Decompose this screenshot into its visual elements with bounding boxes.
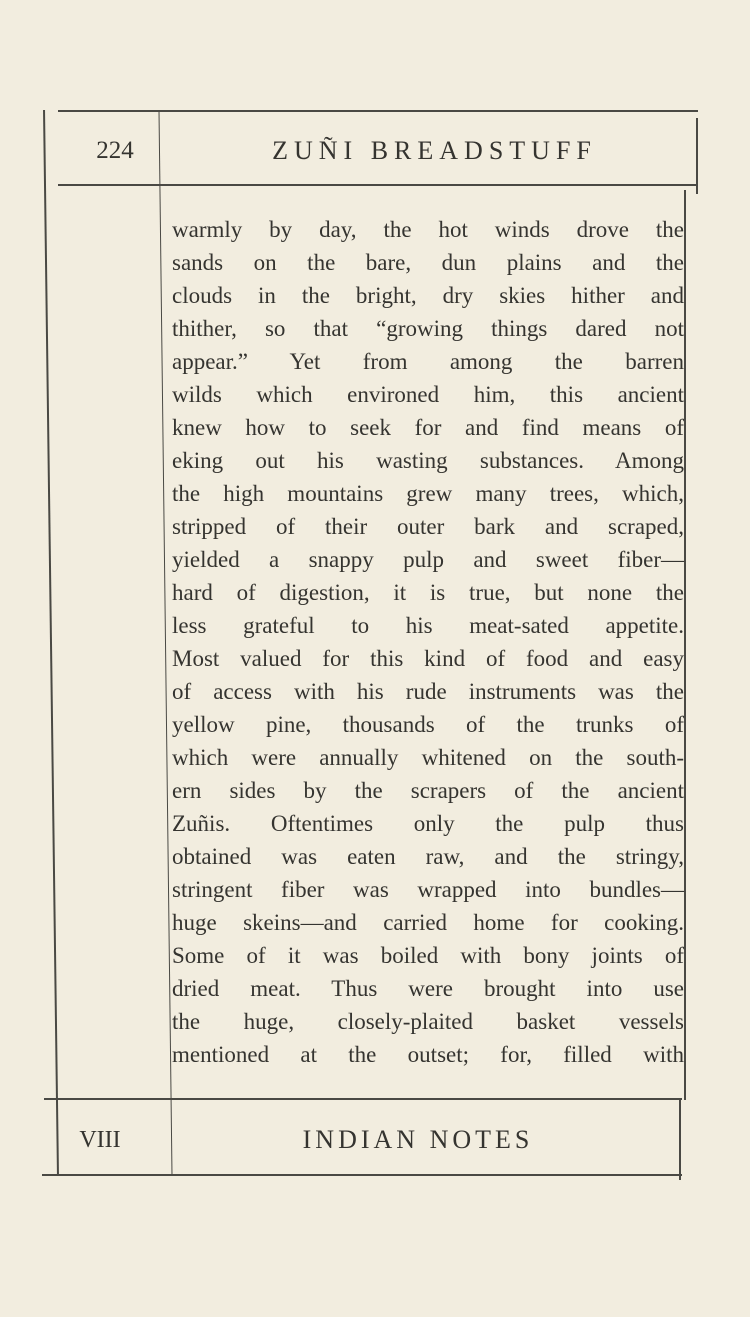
text-line: obtained was eaten raw, and the stringy,	[172, 844, 684, 869]
text-line: stringent fiber was wrapped into bundles—	[172, 877, 684, 902]
text-line: stripped of their outer bark and scraped,	[172, 514, 684, 539]
text-line: yielded a snappy pulp and sweet fiber—	[172, 547, 684, 572]
body-right-rule	[684, 190, 686, 1100]
text-line: yellow pine, thousands of the trunks of	[172, 712, 684, 737]
text-line: less grateful to his meat-sated appetite.	[172, 613, 684, 638]
text-line: ern sides by the scrapers of the ancient	[172, 778, 684, 803]
text-line: dried meat. Thus were brought into use	[172, 976, 684, 1001]
page-number: 224	[96, 137, 134, 164]
frame-left-rule	[43, 110, 59, 1176]
series-title: INDIAN NOTES	[302, 1125, 534, 1154]
signature-mark: VIII	[79, 1126, 121, 1153]
text-line: of access with his rude instruments was the	[172, 679, 684, 704]
text-line: Most valued for this kind of food and easy	[172, 646, 684, 671]
text-line: the high mountains grew many trees, which,	[172, 481, 684, 506]
text-line: thither, so that “growing things dared not	[172, 316, 684, 341]
text-line: eking out his wasting substances. Among	[172, 448, 684, 473]
body-text	[172, 213, 684, 1071]
text-line: the huge, closely-plaited basket vessels	[172, 1009, 684, 1034]
text-line: sands on the bare, dun plains and the	[172, 250, 684, 275]
text-line: knew how to seek for and find means of	[172, 415, 684, 440]
running-title: ZUÑI BREADSTUFF	[272, 136, 597, 165]
column-divider-rule	[158, 110, 172, 1176]
text-line: clouds in the bright, dry skies hither and	[172, 283, 684, 308]
text-line: hard of digestion, it is true, but none the	[172, 580, 684, 605]
text-line: mentioned at the outset; for, filled with	[172, 1042, 684, 1067]
text-line: Some of it was boiled with bony joints of	[172, 943, 684, 968]
text-line: wilds which environed him, this ancient	[172, 382, 684, 407]
text-line: which were annually whitened on the south-	[172, 745, 684, 770]
text-line: appear.” Yet from among the barren	[172, 349, 684, 374]
text-line: warmly by day, the hot winds drove the	[172, 217, 684, 242]
text-line: huge skeins—and carried home for cooking.	[172, 910, 684, 935]
text-line: Zuñis. Oftentimes only the pulp thus	[172, 811, 684, 836]
